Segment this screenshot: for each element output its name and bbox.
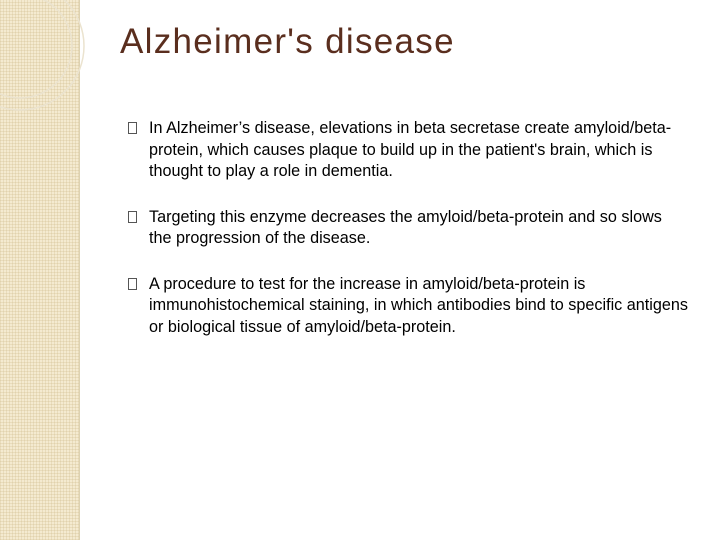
bullet-text: Targeting this enzyme decreases the amyloid/beta-protein and so slows the progression of the disease. — [149, 207, 662, 247]
square-bullet-icon — [128, 122, 137, 134]
bullet-item — [128, 118, 688, 183]
slide-title: Alzheimer's disease — [120, 22, 455, 61]
bullet-text: In Alzheimer’s disease, elevations in beta secretase create amyloid/beta-protein, which causes plaque to build up in the patient's brain, which is thought to play a role in dementia. — [149, 119, 672, 180]
bullet-item — [128, 274, 688, 339]
bullet-item — [128, 207, 688, 250]
bullet-list — [128, 118, 688, 362]
square-bullet-icon — [128, 211, 137, 223]
bullet-text: A procedure to test for the increase in amyloid/beta-protein is immunohistochemical staining, in which antibodies bind to specific antigens or biological tissue of amyloid/beta-protein. — [149, 274, 688, 336]
decorative-ring-inner — [0, 0, 72, 98]
square-bullet-icon — [128, 278, 137, 290]
